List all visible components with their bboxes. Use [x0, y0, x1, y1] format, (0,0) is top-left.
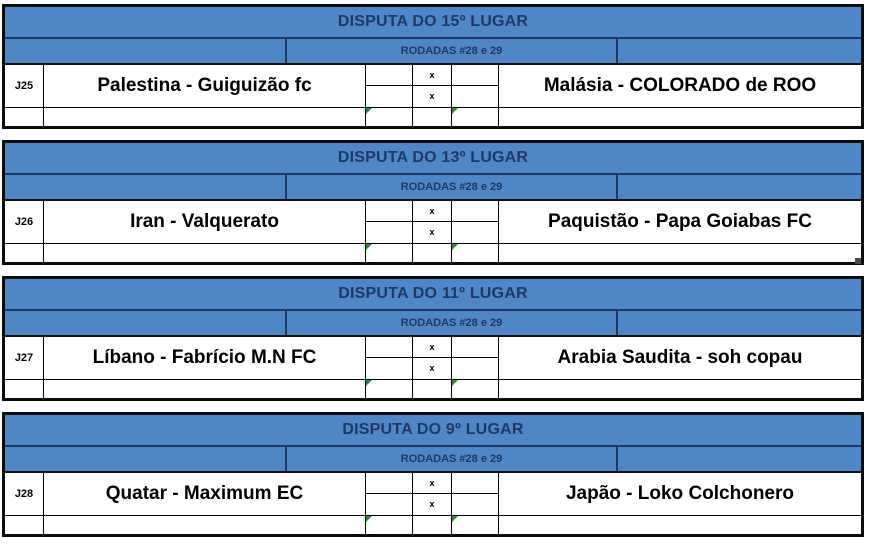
- rounds-right-cell[interactable]: [618, 39, 861, 63]
- block-title: DISPUTA DO 9º LUGAR: [342, 421, 524, 438]
- rounds-label-cell[interactable]: [287, 447, 618, 471]
- home-team-cell[interactable]: [44, 201, 366, 243]
- footer-away-cell[interactable]: [499, 107, 861, 126]
- cell-flag-icon: [452, 380, 458, 386]
- rounds-right-cell[interactable]: [618, 447, 861, 471]
- score-x-mark: x: [429, 91, 435, 101]
- footer-code-cell[interactable]: [5, 243, 44, 262]
- rounds-row: [5, 175, 861, 201]
- match-code-cell[interactable]: [5, 337, 44, 379]
- away-team-cell[interactable]: [499, 201, 861, 243]
- footer-score-away-cell[interactable]: [452, 515, 499, 534]
- score-away-leg2-cell[interactable]: [452, 358, 499, 379]
- rounds-label-cell[interactable]: [287, 175, 618, 199]
- rounds-left-cell[interactable]: [5, 175, 287, 199]
- footer-away-cell[interactable]: [499, 243, 861, 262]
- score-x-mark: x: [429, 69, 435, 80]
- rounds-left-cell[interactable]: [5, 39, 287, 63]
- match-code-cell[interactable]: [5, 473, 44, 515]
- block-j27: [2, 276, 864, 401]
- score-x-mark: x: [429, 499, 435, 509]
- score-away-leg1-cell[interactable]: [452, 201, 499, 222]
- match-code: J27: [14, 352, 34, 364]
- block-title: DISPUTA DO 13º LUGAR: [337, 149, 529, 166]
- cell-flag-icon: [366, 516, 372, 522]
- block-title: DISPUTA DO 11º LUGAR: [338, 285, 528, 302]
- rounds-label-cell[interactable]: [287, 39, 618, 63]
- cell-flag-icon: [366, 108, 372, 114]
- score-x-mark: x: [429, 227, 435, 237]
- block-title-cell[interactable]: [5, 7, 861, 39]
- rounds-label: RODADAS #28 e 29: [400, 45, 503, 57]
- score-home-leg2-cell[interactable]: [366, 222, 413, 243]
- match-code-cell[interactable]: [5, 65, 44, 107]
- match-code-cell[interactable]: [5, 201, 44, 243]
- cell-flag-icon: [452, 108, 458, 114]
- block-title: DISPUTA DO 15º LUGAR: [337, 13, 529, 30]
- score-x-leg2-cell[interactable]: [413, 86, 452, 107]
- score-home-leg2-cell[interactable]: [366, 358, 413, 379]
- score-x-mark: x: [429, 477, 435, 488]
- away-team-name: Japão - Loko Colchonero: [565, 483, 795, 504]
- score-x-mark: x: [429, 341, 435, 352]
- match-grid: [5, 201, 861, 262]
- block-j28: [2, 412, 864, 537]
- footer-home-cell[interactable]: [44, 243, 366, 262]
- footer-away-cell[interactable]: [499, 379, 861, 398]
- block-j25: [2, 4, 864, 129]
- footer-code-cell[interactable]: [5, 379, 44, 398]
- score-home-leg1-cell[interactable]: [366, 473, 413, 494]
- footer-code-cell[interactable]: [5, 107, 44, 126]
- footer-x-cell[interactable]: [413, 243, 452, 262]
- footer-score-away-cell[interactable]: [452, 243, 499, 262]
- rounds-row: [5, 311, 861, 337]
- score-x-mark: x: [429, 205, 435, 216]
- score-home-leg1-cell[interactable]: [366, 65, 413, 86]
- score-home-leg1-cell[interactable]: [366, 337, 413, 358]
- cell-flag-icon: [366, 380, 372, 386]
- score-x-leg1-cell[interactable]: [413, 337, 452, 358]
- home-team-name: Palestina - Guiguizão fc: [97, 75, 312, 96]
- score-away-leg1-cell[interactable]: [452, 473, 499, 494]
- footer-score-home-cell[interactable]: [366, 243, 413, 262]
- footer-score-home-cell[interactable]: [366, 107, 413, 126]
- footer-away-cell[interactable]: [499, 515, 861, 534]
- footer-home-cell[interactable]: [44, 107, 366, 126]
- away-team-cell[interactable]: [499, 65, 861, 107]
- rounds-label: RODADAS #28 e 29: [400, 453, 503, 465]
- block-j26: [2, 140, 864, 265]
- home-team-name: Líbano - Fabrício M.N FC: [92, 347, 317, 368]
- rounds-label: RODADAS #28 e 29: [400, 317, 503, 329]
- rounds-right-cell[interactable]: [618, 311, 861, 335]
- home-team-cell[interactable]: [44, 337, 366, 379]
- block-title-cell[interactable]: [5, 279, 861, 311]
- home-team-cell[interactable]: [44, 473, 366, 515]
- footer-score-away-cell[interactable]: [452, 379, 499, 398]
- away-team-name: Malásia - COLORADO de ROO: [543, 75, 817, 96]
- score-away-leg1-cell[interactable]: [452, 65, 499, 86]
- match-grid: [5, 473, 861, 534]
- match-code: J26: [14, 216, 34, 228]
- footer-code-cell[interactable]: [5, 515, 44, 534]
- footer-home-cell[interactable]: [44, 379, 366, 398]
- score-away-leg2-cell[interactable]: [452, 222, 499, 243]
- score-x-leg2-cell[interactable]: [413, 494, 452, 515]
- footer-score-away-cell[interactable]: [452, 107, 499, 126]
- score-home-leg2-cell[interactable]: [366, 86, 413, 107]
- home-team-cell[interactable]: [44, 65, 366, 107]
- footer-score-home-cell[interactable]: [366, 515, 413, 534]
- away-team-name: Arabia Saudita - soh copau: [557, 347, 803, 368]
- footer-x-cell[interactable]: [413, 107, 452, 126]
- rounds-row: [5, 39, 861, 65]
- rounds-left-cell[interactable]: [5, 447, 287, 471]
- match-grid: [5, 65, 861, 126]
- cell-flag-icon: [366, 244, 372, 250]
- home-team-name: Iran - Valquerato: [130, 211, 279, 232]
- away-team-name: Paquistão - Papa Goiabas FC: [548, 211, 812, 232]
- rounds-left-cell[interactable]: [5, 311, 287, 335]
- fill-handle[interactable]: [855, 258, 861, 264]
- footer-x-cell[interactable]: [413, 379, 452, 398]
- footer-x-cell[interactable]: [413, 515, 452, 534]
- footer-home-cell[interactable]: [44, 515, 366, 534]
- score-away-leg2-cell[interactable]: [452, 494, 499, 515]
- cell-flag-icon: [452, 244, 458, 250]
- cell-flag-icon: [452, 516, 458, 522]
- score-away-leg1-cell[interactable]: [452, 337, 499, 358]
- rounds-row: [5, 447, 861, 473]
- score-x-leg1-cell[interactable]: [413, 473, 452, 494]
- away-team-cell[interactable]: [499, 473, 861, 515]
- match-grid: [5, 337, 861, 398]
- score-x-leg1-cell[interactable]: [413, 201, 452, 222]
- score-x-mark: x: [429, 363, 435, 373]
- block-title-cell[interactable]: [5, 415, 861, 447]
- block-title-cell[interactable]: [5, 143, 861, 175]
- score-home-leg2-cell[interactable]: [366, 494, 413, 515]
- rounds-right-cell[interactable]: [618, 175, 861, 199]
- match-code: J25: [14, 80, 34, 92]
- score-x-leg2-cell[interactable]: [413, 222, 452, 243]
- rounds-label-cell[interactable]: [287, 311, 618, 335]
- score-home-leg1-cell[interactable]: [366, 201, 413, 222]
- rounds-label: RODADAS #28 e 29: [400, 181, 503, 193]
- score-x-leg1-cell[interactable]: [413, 65, 452, 86]
- footer-score-home-cell[interactable]: [366, 379, 413, 398]
- score-x-leg2-cell[interactable]: [413, 358, 452, 379]
- away-team-cell[interactable]: [499, 337, 861, 379]
- home-team-name: Quatar - Maximum EC: [105, 483, 304, 504]
- score-away-leg2-cell[interactable]: [452, 86, 499, 107]
- match-code: J28: [14, 488, 34, 500]
